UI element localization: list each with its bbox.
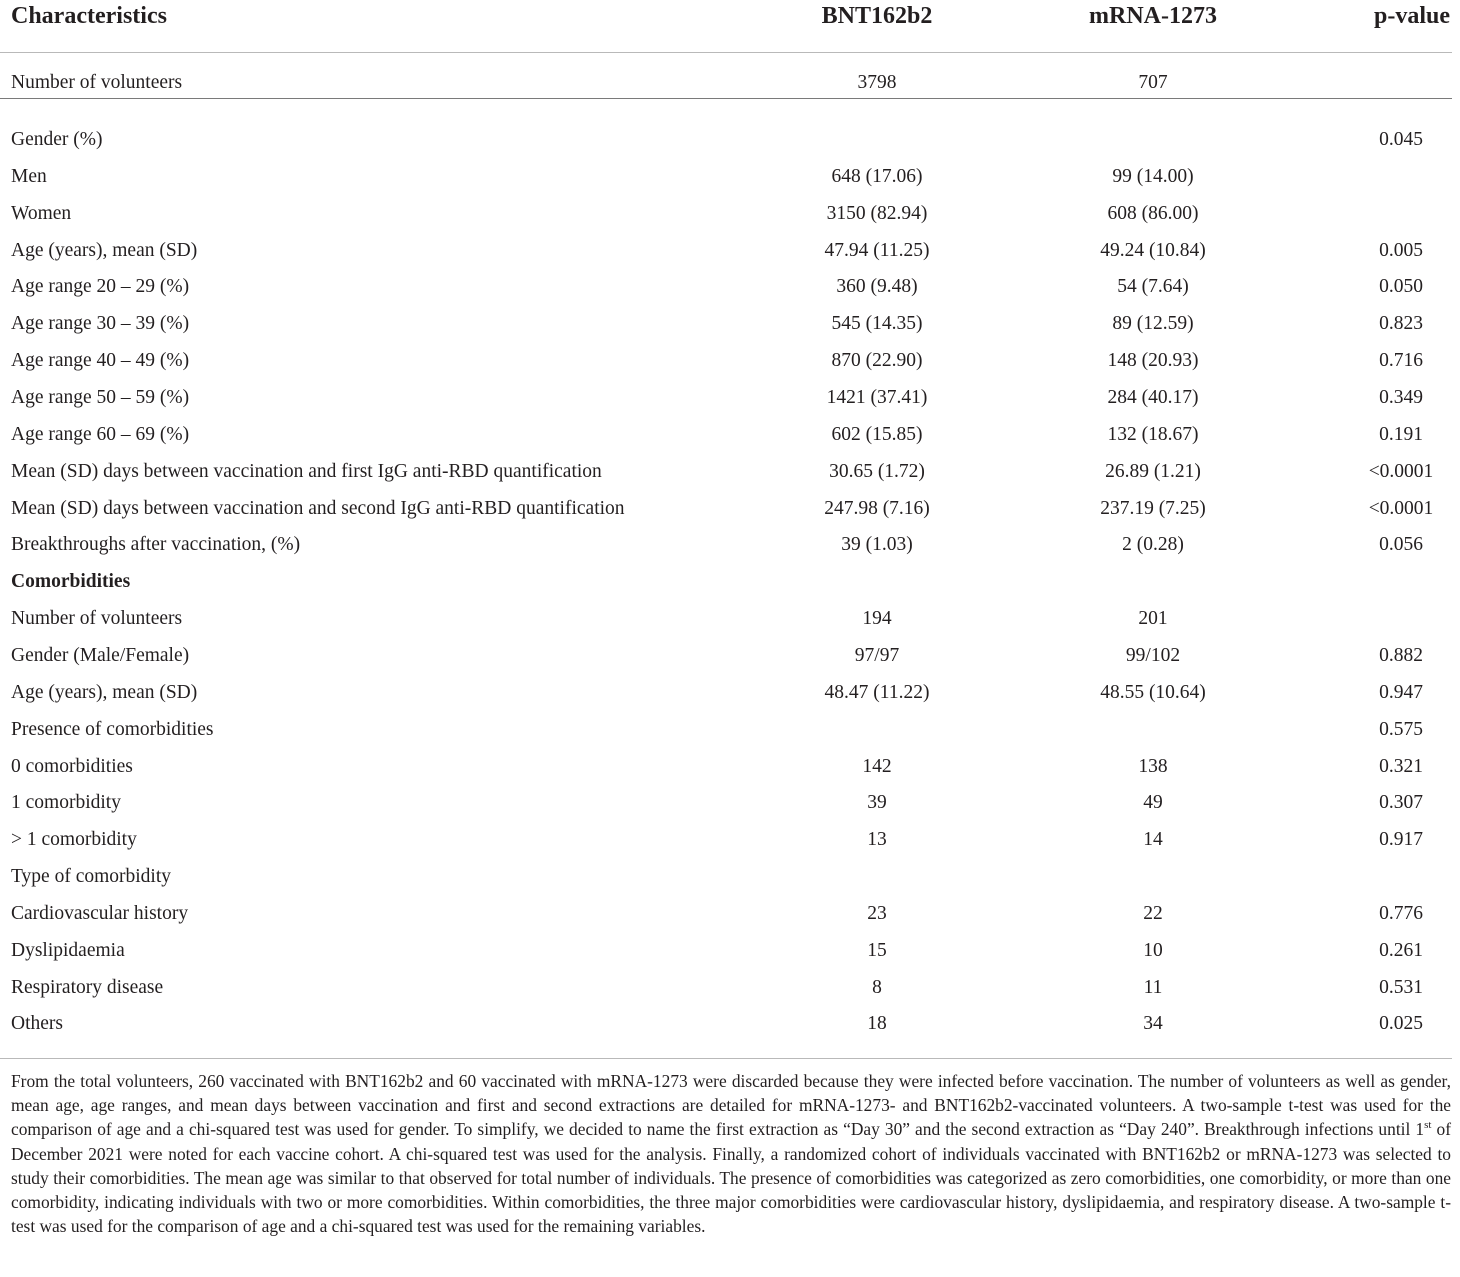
row-label: Age (years), mean (SD) [11,681,198,703]
row-p-value: 0.056 [1379,534,1423,556]
row-mrna-value: 132 (18.67) [1107,423,1199,445]
row-p-value: 0.531 [1379,976,1423,998]
table-row [0,527,1460,563]
row-p-value: 0.823 [1379,313,1423,335]
volunteers-divider [0,98,1452,99]
row-bnt-value: 15 [867,939,887,961]
row-label: Comorbidities [11,571,131,593]
row-mrna-value: 89 (12.59) [1112,313,1194,335]
table-row [0,712,1460,748]
row-label: Age range 30 – 39 (%) [11,313,190,335]
row-label: 1 comorbidity [11,792,121,814]
row-bnt-value: 247.98 (7.16) [824,497,930,519]
row-label: Mean (SD) days between vaccination and second IgG anti-RBD quantification [11,497,625,519]
table-row [0,1006,1460,1042]
row-label: Type of comorbidity [11,866,172,887]
table-row [0,859,1460,895]
table-row [0,343,1460,379]
row-label: Gender (Male/Female) [11,644,190,666]
row-bnt-value: 39 (1.03) [841,534,913,556]
row-mrna-value: 49.24 (10.84) [1100,239,1206,261]
row-label: Dyslipidaemia [11,939,125,961]
table-row [0,159,1460,195]
row-label: Age range 50 – 59 (%) [11,386,190,408]
table-row [0,638,1460,674]
row-bnt-value: 648 (17.06) [831,165,923,187]
table-row [0,196,1460,232]
header-mrna1273: mRNA-1273 [1089,3,1217,29]
row-p-value: 0.045 [1379,129,1423,150]
row-mrna-value: 237.19 (7.25) [1100,497,1206,519]
footnote-superscript: st [1424,1119,1432,1132]
row-bnt-value: 3798 [857,72,897,93]
row-bnt-value: 30.65 (1.72) [829,460,925,482]
table-row [0,675,1460,711]
table-row [0,601,1460,637]
row-mrna-value: 48.55 (10.64) [1100,681,1206,703]
table-row [0,822,1460,858]
row-mrna-value: 284 (40.17) [1107,386,1199,408]
row-bnt-value: 142 [862,755,892,777]
table-row [0,233,1460,269]
header-bnt162b2: BNT162b2 [821,3,933,29]
row-label: Mean (SD) days between vaccination and first IgG anti-RBD quantification [11,460,602,482]
table-row [0,269,1460,305]
row-label: Breakthroughs after vaccination, (%) [11,534,301,556]
row-mrna-value: 34 [1143,1013,1163,1035]
row-bnt-value: 47.94 (11.25) [824,239,930,261]
row-p-value: 0.005 [1379,239,1423,261]
row-p-value: 0.947 [1379,681,1423,703]
row-p-value: 0.191 [1379,423,1423,445]
table-row [0,749,1460,785]
table-row [0,306,1460,342]
row-p-value: 0.349 [1379,386,1423,408]
row-p-value: 0.917 [1379,829,1423,851]
row-p-value: 0.575 [1379,718,1423,740]
row-mrna-value: 22 [1143,902,1163,924]
row-p-value: 0.882 [1379,644,1423,666]
table-row [0,417,1460,453]
header-characteristics: Characteristics [11,3,167,29]
table-row [0,785,1460,821]
row-label: Age range 40 – 49 (%) [11,350,190,372]
row-label: Cardiovascular history [11,902,189,924]
row-bnt-value: 545 (14.35) [831,313,923,335]
row-mrna-value: 2 (0.28) [1122,534,1184,556]
table-row [0,380,1460,416]
table-row [0,491,1460,527]
row-label: Age range 60 – 69 (%) [11,423,190,445]
row-bnt-value: 602 (15.85) [831,423,923,445]
row-mrna-value: 99/102 [1125,644,1181,666]
row-mrna-value: 10 [1143,939,1163,961]
table-row [0,896,1460,932]
row-mrna-value: 707 [1138,72,1168,93]
row-bnt-value: 1421 (37.41) [826,386,928,408]
row-label: Presence of comorbidities [11,718,214,740]
row-mrna-value: 138 [1138,755,1168,777]
row-label: > 1 comorbidity [11,829,137,851]
row-p-value: 0.050 [1379,276,1423,298]
row-mrna-value: 99 (14.00) [1112,165,1194,187]
row-p-value: 0.025 [1379,1013,1423,1035]
row-bnt-value: 3150 (82.94) [826,202,928,224]
row-bnt-value: 360 (9.48) [836,276,918,298]
row-label: Gender (%) [11,129,103,150]
table-row [0,970,1460,1006]
table-row-volunteers [0,65,1460,101]
header-divider [0,52,1452,53]
footnote-text-part1: From the total volunteers, 260 vaccinated with BNT162b2 and 60 vaccinated with mRNA-1273 were discarded because they were infected before vaccination. The number of volunteers as well as gender, mean age, age ranges, and mean days between vaccination and first and second extractions are detailed for mRNA-1273- and BNT162b2-vaccinated volunteers. A two-sample t-test was used for the comparison of age and a chi-squared test was used for gender. To simplify, we decided to name the first extraction as “Day 30” and the second extraction as “Day 240”. Breakthrough infections until 1 [11,1071,1451,1140]
row-bnt-value: 97/97 [854,644,900,666]
table-footnote [11,1069,1451,1238]
row-p-value: 0.261 [1379,939,1423,961]
row-bnt-value: 870 (22.90) [831,350,923,372]
row-mrna-value: 26.89 (1.21) [1105,460,1201,482]
row-bnt-value: 194 [862,608,892,629]
row-p-value: 0.716 [1379,350,1423,372]
row-mrna-value: 49 [1143,792,1163,814]
row-p-value: <0.0001 [1368,497,1434,519]
row-bnt-value: 13 [867,829,887,851]
table-row [0,122,1460,158]
row-bnt-value: 23 [867,902,887,924]
header-pvalue: p-value [1373,3,1450,29]
row-label: 0 comorbidities [11,755,133,777]
row-label: Others [11,1013,63,1035]
row-p-value: <0.0001 [1368,460,1434,482]
footnote-divider [0,1058,1452,1059]
row-label: Respiratory disease [11,976,164,998]
row-mrna-value: 54 (7.64) [1117,276,1189,298]
footnote-text-part2: of December 2021 were noted for each vaccine cohort. A chi-squared test was used for the analysis. Finally, a randomized cohort of individuals vaccinated with BNT162b2 or mRNA-1273 was selected to study their comorbidities. The mean age was similar to that observed for total number of individuals. The presence of comorbidities was categorized as zero comorbidities, one comorbidity, or more than one comorbidity, indicating individuals with two or more comorbidities. Within comorbidities, the three major comorbidities were cardiovascular history, dyslipidaemia, and respiratory disease. A two-sample t-test was used for the comparison of age and a chi-squared test was used for the remaining variables. [11,1119,1451,1237]
table-header [0,0,1460,38]
row-bnt-value: 48.47 (11.22) [824,681,930,703]
row-mrna-value: 148 (20.93) [1107,350,1199,372]
table-section-heading [0,564,1460,600]
row-label: Age (years), mean (SD) [11,239,198,261]
row-mrna-value: 11 [1143,976,1163,998]
row-mrna-value: 201 [1138,608,1168,629]
row-p-value: 0.776 [1379,902,1423,924]
row-label: Number of volunteers [11,72,183,93]
row-bnt-value: 8 [872,976,882,998]
row-mrna-value: 14 [1143,829,1163,851]
row-bnt-value: 39 [867,792,887,814]
row-label: Age range 20 – 29 (%) [11,276,190,298]
row-label: Number of volunteers [11,608,183,629]
row-label: Men [11,165,47,187]
row-label: Women [11,202,72,224]
table-row [0,454,1460,490]
row-bnt-value: 18 [867,1013,887,1035]
row-mrna-value: 608 (86.00) [1107,202,1199,224]
row-p-value: 0.307 [1379,792,1423,814]
table-row [0,933,1460,969]
row-p-value: 0.321 [1379,755,1423,777]
